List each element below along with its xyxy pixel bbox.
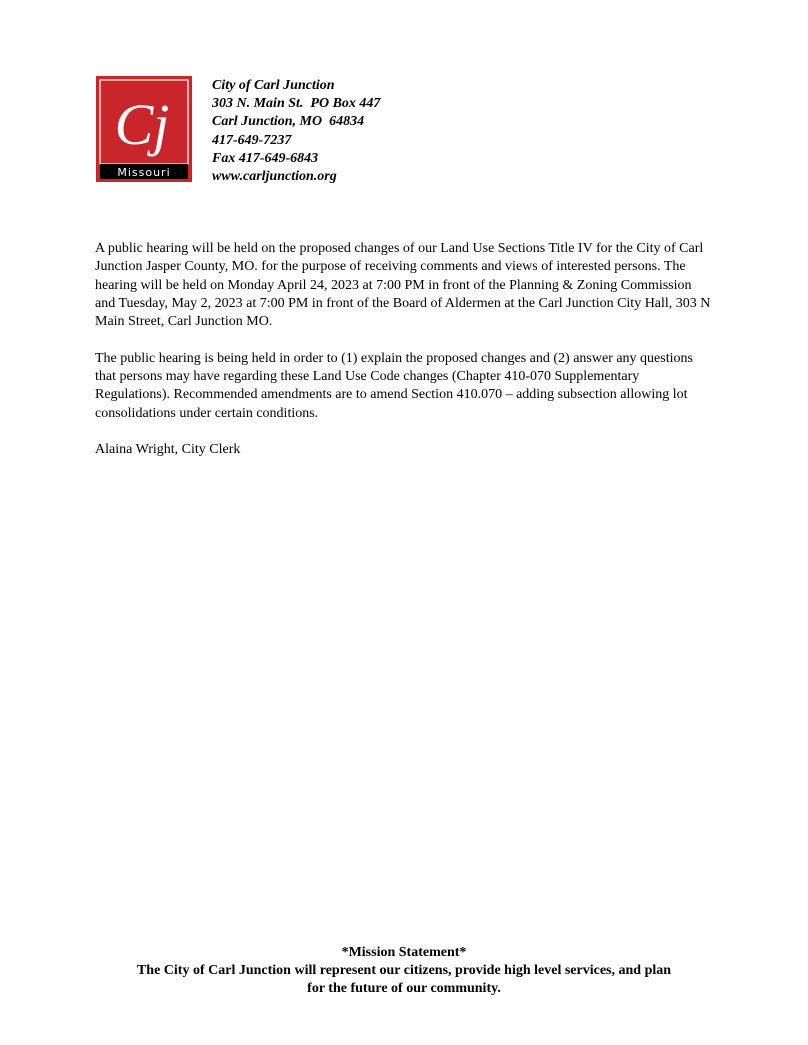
notice-body: [95, 240, 715, 478]
mission-heading: *Mission Statement*: [341, 945, 467, 960]
notice-paragraph-1: A public hearing will be held on the proposed changes of our Land Use Sections Title IV for the City of Carl Junction Jasper County, MO. for the purpose of receiving comments and views of interested persons. The hearing will be held on Monday April 24, 2023 at 7:00 PM in front of the Planning & Zoning Commission and Tuesday, May 2, 2023 at 7:00 PM in front of the Board of Aldermen at the Carl Junction City Hall, 303 N Main Street, Carl Junction MO.: [95, 241, 711, 330]
city-logo-graphic: [96, 76, 192, 182]
city-logo: [96, 76, 192, 182]
letterhead: [212, 77, 380, 186]
letterhead-name: City of Carl Junction: [212, 78, 335, 93]
logo-banner: Missouri: [117, 166, 171, 179]
letterhead-city-state: Carl Junction, MO 64834: [212, 114, 365, 130]
logo-monogram: Cj: [114, 92, 170, 157]
mission-line-2: for the future of our community.: [307, 981, 501, 997]
notice-signature: Alaina Wright, City Clerk: [95, 442, 241, 458]
mission-line-1: The City of Carl Junction will represent our citizens, provide high level services, and plan: [136, 963, 672, 979]
letterhead-phone: 417-649-7237: [212, 132, 292, 148]
letterhead-address: 303 N. Main St. PO Box 447: [212, 96, 381, 112]
notice-paragraph-2: The public hearing is being held in order to (1) explain the proposed changes and (2) answer any questions that persons may have regarding these Land Use Code changes (Chapter 410-070 Supplementary Regulations). Recommended amendments are to amend Section 410.070 – adding subsection allowing lot consolidations under certain conditions.: [95, 350, 693, 421]
mission-statement: [80, 944, 728, 999]
letterhead-fax: Fax 417-649-6843: [212, 150, 319, 166]
letterhead-website: www.carljunction.org: [212, 169, 337, 185]
